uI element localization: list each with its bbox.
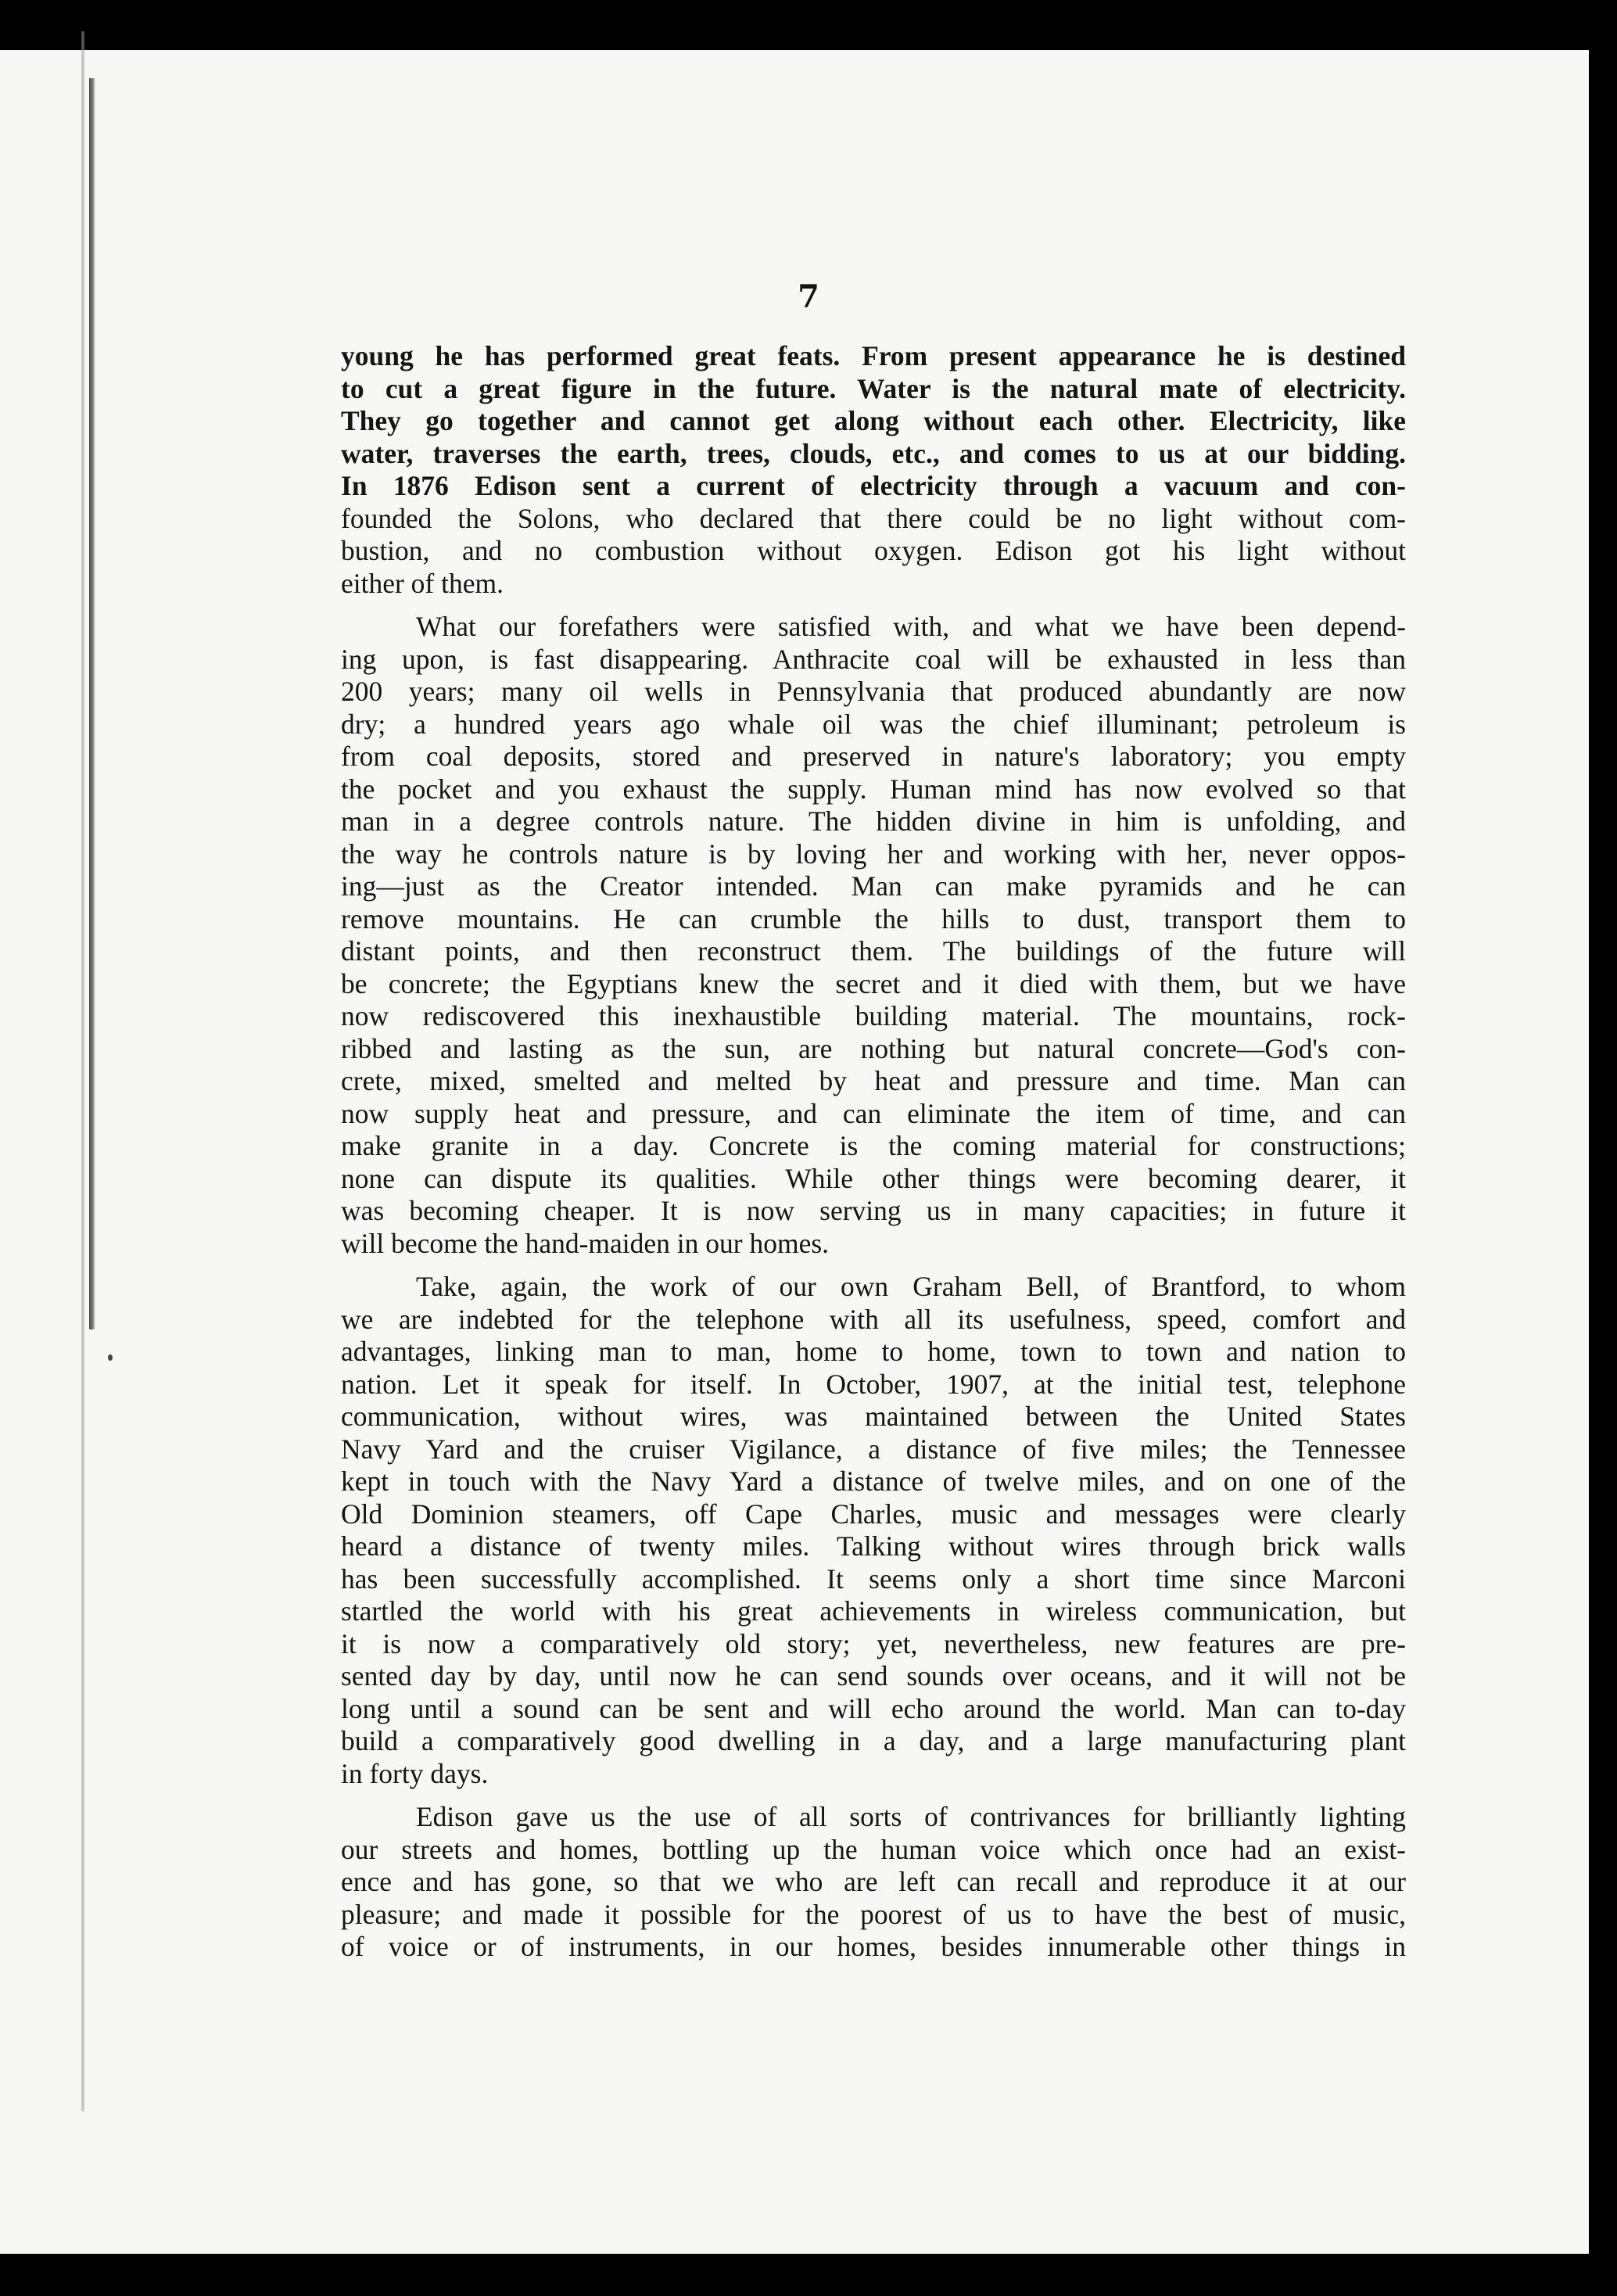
binding-shadow: [81, 31, 84, 2111]
text-line: it is now a comparatively old story; yet, nevertheless, new features are pre-: [341, 1627, 1406, 1659]
text-line: ribbed and lasting as the sun, are nothing but natural concrete—God's con-: [341, 1032, 1406, 1064]
paragraph-2: [341, 611, 1406, 1260]
text-line: either of them.: [341, 567, 504, 599]
text-line: ence and has gone, so that we who are left can recall and reproduce it at our: [341, 1866, 1406, 1897]
text-line: ing upon, is fast disappearing. Anthracite coal will be exhausted in less than: [341, 643, 1406, 675]
text-line: long until a sound can be sent and will echo around the world. Man can to-day: [341, 1692, 1406, 1724]
text-line: communication, without wires, was maintained between the United States: [341, 1401, 1406, 1432]
body-text: [341, 340, 1406, 1964]
text-line: make granite in a day. Concrete is the coming material for constructions;: [341, 1130, 1406, 1161]
page-number: 7: [798, 278, 819, 315]
text-line: bustion, and no combustion without oxygen. Edison got his light without: [341, 535, 1406, 566]
text-line: heard a distance of twenty miles. Talking without wires through brick walls: [341, 1530, 1406, 1562]
text-line: was becoming cheaper. It is now serving us in many capacities; in future it: [341, 1195, 1406, 1226]
text-line: will become the hand-maiden in our homes.: [341, 1227, 830, 1259]
text-line: In 1876 Edison sent a current of electricity through a vacuum and con-: [341, 470, 1406, 501]
text-line: startled the world with his great achievements in wireless communication, but: [341, 1595, 1406, 1627]
text-line: water, traverses the earth, trees, clouds, etc., and comes to us at our bidding.: [341, 437, 1406, 469]
text-line: sented day by day, until now he can send sounds over oceans, and it will not be: [341, 1660, 1406, 1692]
text-line: has been successfully accomplished. It seems only a short time since Marconi: [341, 1562, 1406, 1595]
text-line: What our forefathers were satisfied with, and what we have been depend-: [416, 611, 1406, 642]
text-line: Navy Yard and the cruiser Vigilance, a distance of five miles; the Tennessee: [341, 1433, 1406, 1465]
text-line: distant points, and then reconstruct them. The buildings of the future will: [341, 935, 1406, 967]
text-line: dry; a hundred years ago whale oil was the chief illuminant; petroleum is: [341, 708, 1406, 740]
text-line: young he has performed great feats. From present appearance he is destined: [341, 340, 1406, 371]
text-line: crete, mixed, smelted and melted by heat and pressure and time. Man can: [341, 1065, 1406, 1096]
text-line: the pocket and you exhaust the supply. Human mind has now evolved so that: [341, 773, 1406, 805]
text-line: Old Dominion steamers, off Cape Charles, music and messages were clearly: [341, 1498, 1406, 1530]
text-line: ing—just as the Creator intended. Man can make pyramids and he can: [341, 870, 1406, 902]
binding-edge: [89, 78, 95, 1329]
text-line: Edison gave us the use of all sorts of contrivances for brilliantly lighting: [416, 1801, 1406, 1832]
text-line: be concrete; the Egyptians knew the secret and it died with them, but we have: [341, 967, 1406, 999]
text-line: build a comparatively good dwelling in a day, and a large manufacturing plant: [341, 1725, 1406, 1756]
text-line: kept in touch with the Navy Yard a distance of twelve miles, and on one of the: [341, 1465, 1406, 1497]
paragraph-4: [341, 1801, 1406, 1964]
text-line: of voice or of instruments, in our homes, besides innumerable other things in: [341, 1931, 1406, 1962]
text-line: founded the Solons, who declared that there could be no light without com-: [341, 502, 1406, 534]
paragraph-1: [341, 340, 1406, 600]
text-line: Take, again, the work of our own Graham Bell, of Brantford, to whom: [416, 1271, 1406, 1302]
paragraph-3: [341, 1271, 1406, 1790]
text-line: advantages, linking man to man, home to home, town to town and nation to: [341, 1336, 1406, 1367]
text-line: now supply heat and pressure, and can eliminate the item of time, and can: [341, 1097, 1406, 1129]
text-line: we are indebted for the telephone with all its usefulness, speed, comfort and: [341, 1303, 1406, 1335]
text-line: in forty days.: [341, 1757, 489, 1789]
text-line: the way he controls nature is by loving her and working with her, never oppos-: [341, 838, 1406, 870]
text-line: man in a degree controls nature. The hidden divine in him is unfolding, and: [341, 805, 1406, 837]
paper-speck: [108, 1354, 113, 1361]
text-line: from coal deposits, stored and preserved in nature's laboratory; you empty: [341, 741, 1406, 772]
text-line: now rediscovered this inexhaustible building material. The mountains, rock-: [341, 1000, 1406, 1031]
text-line: They go together and cannot get along without each other. Electricity, like: [341, 405, 1406, 436]
text-line: pleasure; and made it possible for the poorest of us to have the best of music,: [341, 1898, 1406, 1930]
text-line: nation. Let it speak for itself. In October, 1907, at the initial test, telephone: [341, 1368, 1406, 1400]
text-line: our streets and homes, bottling up the human voice which once had an exist-: [341, 1833, 1406, 1865]
text-line: to cut a great figure in the future. Water is the natural mate of electricity.: [341, 372, 1406, 404]
text-line: none can dispute its qualities. While other things were becoming dearer, it: [341, 1162, 1406, 1194]
text-line: 200 years; many oil wells in Pennsylvania that produced abundantly are now: [341, 676, 1406, 707]
text-line: remove mountains. He can crumble the hills to dust, transport them to: [341, 902, 1406, 935]
